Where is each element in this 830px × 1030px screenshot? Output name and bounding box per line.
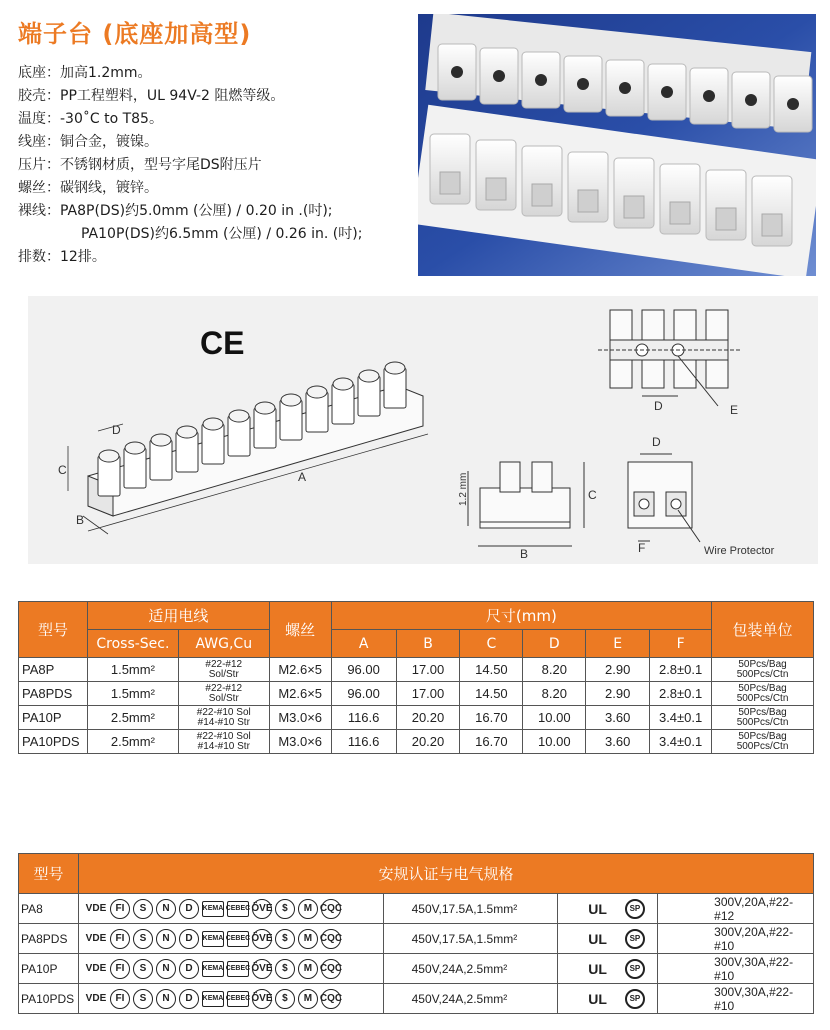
- csa-icon: SP: [625, 959, 645, 979]
- cell-awg: [178, 658, 269, 682]
- cell-d: 8.20: [523, 682, 586, 706]
- product-photo: [418, 14, 816, 276]
- cell-spec: 450V,17.5A,1.5mm²: [383, 894, 558, 924]
- cell-cert-icons: [78, 954, 383, 984]
- cell-e: 3.60: [586, 730, 650, 754]
- pack-line-1: 50Pcs/Bag: [738, 682, 787, 694]
- header-e: E: [586, 630, 650, 658]
- cell-ul-icons: [558, 924, 658, 954]
- s-icon: S: [133, 929, 153, 949]
- header-model: 型号: [19, 602, 88, 658]
- ove-icon: ÖVE: [252, 929, 272, 949]
- s-icon: S: [133, 899, 153, 919]
- header-b: B: [396, 630, 460, 658]
- header-f: F: [650, 630, 712, 658]
- cell-model: PA8: [19, 894, 79, 924]
- cell-d: 10.00: [523, 706, 586, 730]
- cell-ul-icons: [558, 894, 658, 924]
- cell-ul-spec: 300V,30A,#22-#10: [658, 954, 814, 984]
- dim-b-label: B: [76, 513, 85, 527]
- cell-awg: [178, 706, 269, 730]
- d-icon: D: [179, 989, 199, 1009]
- technical-drawing: [28, 296, 818, 564]
- cell-e: 2.90: [586, 658, 650, 682]
- csa-icon: SP: [625, 929, 645, 949]
- ul-icon: UL: [588, 900, 607, 917]
- s-icon: S: [133, 989, 153, 1009]
- cell-spec: 450V,17.5A,1.5mm²: [383, 924, 558, 954]
- ce-mark: CE: [200, 325, 245, 361]
- end-view: [628, 454, 700, 542]
- cell-awg: [178, 682, 269, 706]
- m-icon: M: [298, 929, 318, 949]
- header-c: C: [460, 630, 523, 658]
- csa-icon: SP: [625, 989, 645, 1009]
- cell-screw: M2.6×5: [269, 682, 331, 706]
- ove-icon: ÖVE: [252, 899, 272, 919]
- cell-a: 96.00: [331, 658, 396, 682]
- header-model: 型号: [19, 854, 79, 894]
- m-icon: M: [298, 959, 318, 979]
- table-row: [19, 658, 814, 682]
- cell-cross: 2.5mm²: [87, 706, 178, 730]
- fi-icon: FI: [110, 959, 130, 979]
- cell-a: 116.6: [331, 706, 396, 730]
- cell-cross: 1.5mm²: [87, 682, 178, 706]
- cell-model: PA8PDS: [19, 924, 79, 954]
- table-row: [19, 954, 814, 984]
- cell-b: 17.00: [396, 682, 460, 706]
- header-awg: AWG,Cu: [178, 630, 269, 658]
- fi-icon: FI: [110, 929, 130, 949]
- d-icon: D: [179, 899, 199, 919]
- spec-housing: 胶壳：PP工程塑料，UL 94V-2 阻燃等级。: [18, 88, 285, 104]
- cell-screw: M3.0×6: [269, 730, 331, 754]
- spec-wire-seat: 线座：铜合金，镀镍。: [18, 134, 158, 150]
- cell-spec: 450V,24A,2.5mm²: [383, 954, 558, 984]
- cell-packaging: [712, 706, 814, 730]
- side-view: [468, 462, 584, 546]
- kema-icon: KEMA: [202, 901, 224, 917]
- cebec-icon: CEBEC: [227, 931, 249, 947]
- cell-ul-spec: 300V,20A,#22-#12: [658, 894, 814, 924]
- pack-line-1: 50Pcs/Bag: [738, 706, 787, 718]
- cell-model: PA8PDS: [19, 682, 88, 706]
- table-row: [19, 706, 814, 730]
- pack-line-1: 50Pcs/Bag: [738, 658, 787, 670]
- cebec-icon: CEBEC: [227, 961, 249, 977]
- cell-ul-spec: 300V,30A,#22-#10: [658, 984, 814, 1014]
- cell-model: PA10P: [19, 706, 88, 730]
- awg-line-1: #22-#10 Sol: [196, 730, 251, 742]
- vde-icon: VDE: [85, 993, 107, 1004]
- top-view-e: E: [730, 403, 739, 417]
- spec-strip-pa8: 裸线：PA8P(DS)约5.0mm (公厘) / 0.20 in .(吋);: [18, 203, 333, 219]
- cell-a: 96.00: [331, 682, 396, 706]
- cell-screw: M2.6×5: [269, 658, 331, 682]
- cqc-icon: CQC: [321, 929, 341, 949]
- header-screw: 螺丝: [269, 602, 331, 658]
- cell-ul-icons: [558, 984, 658, 1014]
- awg-line-1: #22-#10 Sol: [196, 706, 251, 718]
- ul-icon: UL: [588, 990, 607, 1007]
- cqc-icon: CQC: [321, 989, 341, 1009]
- dim-c-label: C: [58, 463, 67, 477]
- certification-table: [18, 853, 814, 1014]
- cell-d: 10.00: [523, 730, 586, 754]
- n-icon: N: [156, 959, 176, 979]
- s-mark-icon: $: [275, 899, 295, 919]
- cell-f: 3.4±0.1: [650, 706, 712, 730]
- cell-b: 17.00: [396, 658, 460, 682]
- kema-icon: KEMA: [202, 961, 224, 977]
- pack-line-2: 500Pcs/Ctn: [736, 668, 789, 680]
- cell-cert-icons: [78, 924, 383, 954]
- awg-line-2: Sol/Str: [208, 692, 239, 704]
- cell-awg: [178, 730, 269, 754]
- header-d: D: [523, 630, 586, 658]
- n-icon: N: [156, 899, 176, 919]
- cell-cert-icons: [78, 984, 383, 1014]
- cebec-icon: CEBEC: [227, 901, 249, 917]
- cell-c: 16.70: [460, 706, 523, 730]
- strip-perspective: [88, 362, 423, 516]
- spec-screw: 螺丝：碳钢线，镀锌。: [18, 180, 158, 196]
- cell-e: 3.60: [586, 706, 650, 730]
- cell-b: 20.20: [396, 706, 460, 730]
- cell-c: 14.50: [460, 658, 523, 682]
- n-icon: N: [156, 929, 176, 949]
- end-view-d: D: [652, 435, 661, 449]
- cell-model: PA10PDS: [19, 730, 88, 754]
- page-title: 端子台 (底座加高型): [18, 20, 252, 48]
- side-view-b: B: [520, 547, 529, 561]
- spec-strip-pa10: PA10P(DS)约6.5mm (公厘) / 0.26 in. (吋);: [81, 226, 363, 242]
- header-packaging: 包装单位: [712, 602, 814, 658]
- vde-icon: VDE: [85, 903, 107, 914]
- kema-icon: KEMA: [202, 991, 224, 1007]
- cell-model: PA10P: [19, 954, 79, 984]
- header-cross-sec: Cross-Sec.: [87, 630, 178, 658]
- dim-a-label: A: [298, 470, 307, 484]
- pack-line-2: 500Pcs/Ctn: [736, 716, 789, 728]
- pack-line-2: 500Pcs/Ctn: [736, 740, 789, 752]
- table-row: [19, 924, 814, 954]
- height-note: 1.2 mm: [458, 472, 469, 506]
- cell-ul-icons: [558, 954, 658, 984]
- ove-icon: ÖVE: [252, 989, 272, 1009]
- cell-f: 2.8±0.1: [650, 658, 712, 682]
- table-row: [19, 894, 814, 924]
- cell-model: PA10PDS: [19, 984, 79, 1014]
- cell-packaging: [712, 658, 814, 682]
- cell-cross: 2.5mm²: [87, 730, 178, 754]
- spec-clamp: 压片：不锈钢材质，型号字尾DS附压片: [18, 157, 262, 173]
- n-icon: N: [156, 989, 176, 1009]
- table-row: [19, 682, 814, 706]
- pack-line-2: 500Pcs/Ctn: [736, 692, 789, 704]
- end-view-f: F: [638, 541, 646, 555]
- cell-f: 3.4±0.1: [650, 730, 712, 754]
- cell-b: 20.20: [396, 730, 460, 754]
- cell-c: 14.50: [460, 682, 523, 706]
- table-row: [19, 984, 814, 1014]
- awg-line-2: #14-#10 Str: [197, 740, 250, 752]
- dim-d-label: D: [112, 423, 121, 437]
- cell-packaging: [712, 730, 814, 754]
- spec-temperature: 温度：-30˚C to T85。: [18, 111, 163, 127]
- cell-c: 16.70: [460, 730, 523, 754]
- cell-packaging: [712, 682, 814, 706]
- header-cert-spec: 安规认证与电气规格: [78, 854, 813, 894]
- d-icon: D: [179, 929, 199, 949]
- ove-icon: ÖVE: [252, 959, 272, 979]
- cqc-icon: CQC: [321, 899, 341, 919]
- top-view-d: D: [654, 399, 663, 413]
- cebec-icon: CEBEC: [227, 991, 249, 1007]
- vde-icon: VDE: [85, 963, 107, 974]
- header-dimensions: 尺寸(mm): [331, 602, 711, 630]
- awg-line-2: Sol/Str: [208, 668, 239, 680]
- kema-icon: KEMA: [202, 931, 224, 947]
- cell-cross: 1.5mm²: [87, 658, 178, 682]
- csa-icon: SP: [625, 899, 645, 919]
- d-icon: D: [179, 959, 199, 979]
- cell-a: 116.6: [331, 730, 396, 754]
- top-view: [598, 310, 740, 406]
- cell-f: 2.8±0.1: [650, 682, 712, 706]
- cell-d: 8.20: [523, 658, 586, 682]
- cell-model: PA8P: [19, 658, 88, 682]
- dimensions-table: [18, 601, 814, 754]
- spec-rows: 排数：12排。: [18, 249, 106, 265]
- ul-icon: UL: [588, 930, 607, 947]
- cell-screw: M3.0×6: [269, 706, 331, 730]
- m-icon: M: [298, 899, 318, 919]
- fi-icon: FI: [110, 989, 130, 1009]
- fi-icon: FI: [110, 899, 130, 919]
- header-a: A: [331, 630, 396, 658]
- cell-cert-icons: [78, 894, 383, 924]
- m-icon: M: [298, 989, 318, 1009]
- wire-protector-label: Wire Protector: [704, 545, 775, 557]
- cell-e: 2.90: [586, 682, 650, 706]
- s-mark-icon: $: [275, 989, 295, 1009]
- spec-base: 底座：加高1.2mm。: [18, 65, 152, 81]
- awg-line-2: #14-#10 Str: [197, 716, 250, 728]
- table-row: [19, 730, 814, 754]
- vde-icon: VDE: [85, 933, 107, 944]
- s-mark-icon: $: [275, 929, 295, 949]
- ul-icon: UL: [588, 960, 607, 977]
- s-mark-icon: $: [275, 959, 295, 979]
- cell-spec: 450V,24A,2.5mm²: [383, 984, 558, 1014]
- awg-line-1: #22-#12: [205, 682, 243, 694]
- s-icon: S: [133, 959, 153, 979]
- header-wire: 适用电线: [87, 602, 269, 630]
- cqc-icon: CQC: [321, 959, 341, 979]
- cell-ul-spec: 300V,20A,#22-#10: [658, 924, 814, 954]
- pack-line-1: 50Pcs/Bag: [738, 730, 787, 742]
- spec-list: [18, 62, 408, 269]
- side-view-c: C: [588, 488, 597, 502]
- awg-line-1: #22-#12: [205, 658, 243, 670]
